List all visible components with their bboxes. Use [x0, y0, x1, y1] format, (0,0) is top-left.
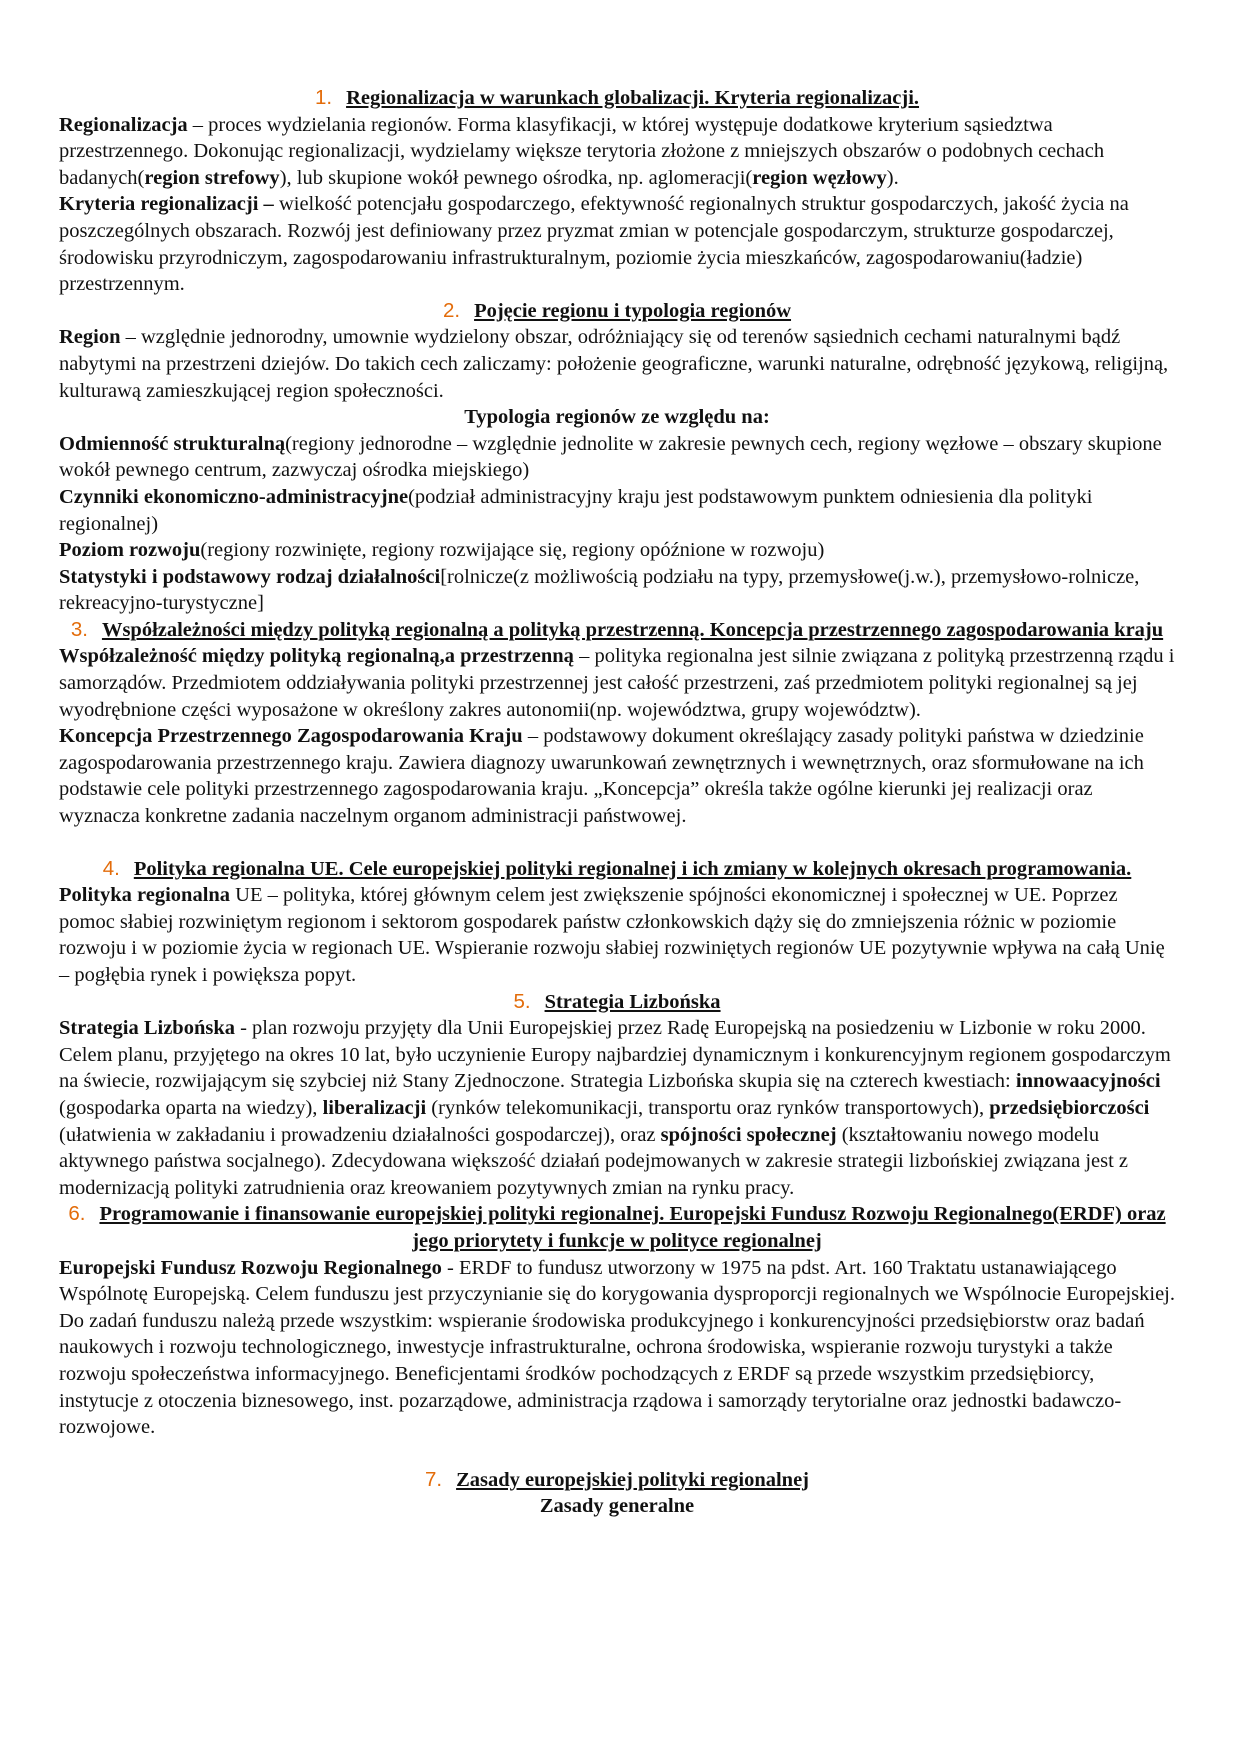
text: ).	[886, 166, 899, 189]
spacer	[59, 1441, 1175, 1467]
text: UE – polityka, której głównym celem jest zwiększenie spójności ekonomicznej i społecznej w UE. Poprzez pomoc słabiej rozwiniętym regionom i sektorom gospodarek państw członkowskich dąży się do zmniejszenia różnic w poziomie rozwoju i w poziomie życia w regionach UE. Wspieranie rozwoju słabiej rozwiniętych regionów UE pozytywnie wpływa na całą Unię – pogłębia rynek i powiększa popyt.	[59, 884, 1165, 986]
typology-item	[59, 564, 1175, 617]
paragraph	[59, 191, 1175, 297]
section-1-heading	[59, 85, 1175, 112]
term: Regionalizacja	[59, 113, 188, 136]
section-title: Programowanie i finansowanie europejskiej polityki regionalnej. Europejski Fundusz Rozwoju Regionalnego(ERDF) oraz jego priorytety i funkcje w polityce regionalnej	[99, 1203, 1166, 1252]
term: Polityka regionalna	[59, 884, 231, 907]
section-3-heading	[59, 617, 1175, 644]
section-4-heading	[59, 856, 1175, 883]
typology-item	[59, 537, 1175, 564]
section-number: 7.	[424, 1467, 443, 1491]
term: Koncepcja Przestrzennego Zagospodarowania Kraju	[59, 725, 523, 748]
section-5-heading	[59, 989, 1175, 1016]
keyword: spójności społecznej	[660, 1123, 837, 1146]
text: (gospodarka oparta na wiedzy),	[59, 1096, 323, 1119]
section-title: Współzależności między polityką regionalną a polityką przestrzenną. Koncepcja przestrzennego zagospodarowania kraju	[101, 618, 1164, 641]
term: Europejski Fundusz Rozwoju Regionalnego	[59, 1256, 442, 1279]
text: – podstawowy dokument określający zasady polityki państwa w dziedzinie zagospodarowania przestrzennego kraju. Zawiera diagnozy uwarunkowań zewnętrznych i wewnętrznych, oraz sformułowane na ich podstawie cele polityki przestrzennego zagospodarowania kraju. „Koncepcja” określa także ogólne kierunki jej realizacji oraz wyznacza konkretne zadania naczelnym organom administracji państwowej.	[59, 725, 1144, 828]
paragraph	[59, 324, 1175, 404]
text: (ułatwienia w zakładaniu i prowadzeniu działalności gospodarczej), oraz	[59, 1123, 661, 1146]
section-title: Regionalizacja w warunkach globalizacji. Kryteria regionalizacji.	[346, 87, 920, 109]
text: - plan rozwoju przyjęty dla Unii Europejskiej przez Radę Europejską na posiedzeniu w Lizbonie w roku 2000. Celem planu, przyjętego na okres 10 lat, było uczynienie Europy najbardziej dynamicznym i konkurencyjnym regionem gospodarczym na świecie, rozwijającym się szybciej niż Stany Zjednoczone. Strategia Lizbońska skupia się na czterech kwestiach:	[59, 1017, 1171, 1093]
paragraph	[59, 1255, 1175, 1441]
section-title: Strategia Lizbońska	[544, 990, 721, 1013]
term: Kryteria regionalizacji –	[59, 193, 274, 216]
spacer	[59, 830, 1175, 856]
paragraph	[59, 882, 1175, 988]
section-title: Pojęcie regionu i typologia regionów	[474, 299, 792, 322]
text: – proces wydzielania regionów. Forma klasyfikacji, w której występuje dodatkowe kryterium sąsiedztwa przestrzennego. Dokonując regionalizacji, wydzielamy większe terytoria złożone z mniejszych obszarów o podobnych cechach badanych(	[59, 113, 1105, 189]
subheading: Typologia regionów ze względu na:	[464, 406, 770, 429]
keyword: przedsiębiorczości	[989, 1096, 1150, 1119]
text: (rynków telekomunikacji, transportu oraz rynków transportowych),	[426, 1096, 990, 1119]
keyword: liberalizacji	[322, 1096, 427, 1119]
text: (regiony rozwinięte, regiony rozwijające się, regiony opóźnione w rozwoju)	[200, 539, 825, 562]
paragraph	[59, 643, 1175, 723]
paragraph	[59, 723, 1175, 829]
term: region węzłowy	[752, 166, 887, 189]
text: - ERDF to fundusz utworzony w 1975 na pdst. Art. 160 Traktatu ustanawiającego Wspólnotę Europejską. Celem funduszu jest przyczynianie się do korygowania dysproporcji regionalnych we Wspólnocie Europejskiej. Do zadań funduszu należą przede wszystkim: wspieranie środowiska produkcyjnego i konkurencyjności przedsiębiorstw oraz badań naukowych i rozwoju technologicznego, inwestycje infrastrukturalne, ochrona środowiska, wspieranie rozwoju turystyki a także rozwoju społeczeństwa informacyjnego. Beneficjentami środków pochodzących z ERDF są przede wszystkim przedsiębiorcy, instytucje z otoczenia biznesowego, inst. pozarządowe, administracja rządowa i samorządy terytorialne oraz jednostki badawczo-rozwojowe.	[59, 1256, 1175, 1439]
text: (podział administracyjny kraju jest podstawowym punktem odniesienia dla polityki regionalnej)	[59, 485, 1093, 535]
section-7-heading	[59, 1467, 1175, 1494]
text: wielkość potencjału gospodarczego, efektywność regionalnych struktur gospodarczych, jakość życia na poszczególnych obszarach. Rozwój jest definiowany przez pryzmat zmian w potencjale gospodarczym, strukturze gospodarczej, środowisku przyrodniczym, zagospodarowaniu infrastrukturalnym, poziomie życia mieszkańców, zagospodarowaniu(ładzie) przestrzennym.	[59, 193, 1129, 296]
term: Czynniki ekonomiczno-administracyjne	[59, 485, 409, 508]
section-6-heading	[59, 1201, 1175, 1254]
term: Strategia Lizbońska	[59, 1017, 235, 1040]
text: ), lub skupione wokół pewnego ośrodka, np. aglomeracji(	[279, 166, 753, 189]
typology-item	[59, 484, 1175, 537]
section-number: 6.	[68, 1202, 86, 1226]
section-number: 4.	[102, 856, 120, 880]
text: (kształtowaniu nowego modelu aktywnego państwa socjalnego). Zdecydowana większość działań podejmowanych w zakresie strategii lizbońskiej związana jest z modernizacją polityki zatrudnienia oraz kreowaniem pozytywnych zmian na rynku pracy.	[59, 1123, 1129, 1199]
term: Statystyki i podstawowy rodzaj działalności	[59, 565, 441, 588]
term: region strefowy	[144, 166, 280, 189]
paragraph	[59, 1015, 1175, 1201]
keyword: innowaacyjności	[1015, 1070, 1161, 1093]
text: [rolnicze(z możliwością podziału na typy, przemysłowe(j.w.), przemysłowo-rolnicze, rekreacyjno-turystyczne]	[59, 565, 1140, 615]
text: – polityka regionalna jest silnie związana z polityką przestrzenną rządu i samorządów. Przedmiotem oddziaływania polityki przestrzennej jest całość przestrzeni, zaś przedmiotem polityki regionalnej są jej wyodrębnione części wyposażone w określony zakres autonomii(np. województwa, grupy województw).	[59, 645, 1175, 721]
term: Region	[59, 326, 121, 349]
section-number: 1.	[314, 86, 333, 109]
term: Poziom rozwoju	[59, 539, 201, 562]
text: – względnie jednorodny, umownie wydzielony obszar, odróżniający się od terenów sąsiednich cechami naturalnymi bądź nabytymi na przestrzeni dziejów. Do takich cech zaliczamy: położenie geograficzne, warunki naturalne, odrębność językową, religijną, kulturawą zamieszkującej region społeczności.	[59, 326, 1169, 402]
section-title: Polityka regionalna UE. Cele europejskiej polityki regionalnej i ich zmiany w kolejnych okresach programowania.	[133, 857, 1132, 880]
subheading: Zasady generalne	[539, 1495, 695, 1518]
term: Współzależność między polityką regionalną,a przestrzenną	[59, 645, 574, 668]
section-number: 2.	[442, 298, 461, 322]
term: Odmienność strukturalną	[59, 432, 286, 455]
paragraph	[59, 112, 1175, 192]
section-number: 5.	[513, 989, 531, 1013]
section-title: Zasady europejskiej polityki regionalnej	[456, 1468, 809, 1491]
text: (regiony jednorodne – względnie jednolite w zakresie pewnych cech, regiony węzłowe – obszary skupione wokół pewnego centrum, zazwyczaj ośrodka miejskiego)	[59, 432, 1162, 482]
section-number: 3.	[70, 617, 88, 641]
typology-item	[59, 431, 1175, 484]
section-2-heading	[59, 298, 1175, 325]
